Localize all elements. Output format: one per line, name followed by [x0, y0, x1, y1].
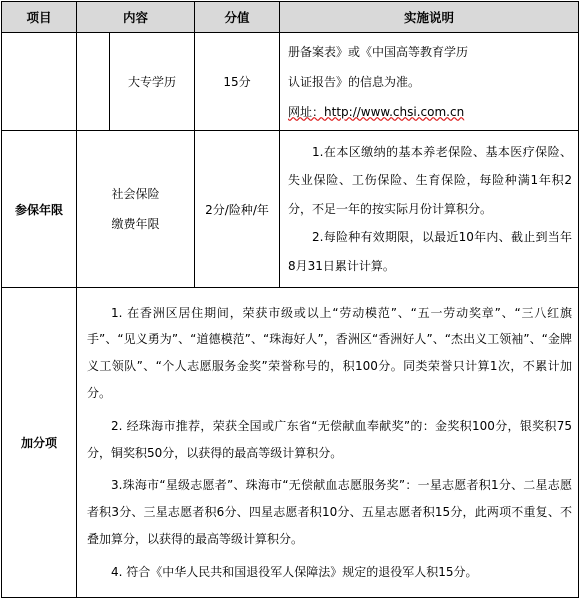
bonus-item: 加分项 [2, 288, 77, 598]
insurance-row [2, 131, 579, 288]
header-score: 分值 [195, 2, 280, 33]
bonus-paragraph-1: 1. 在香洲区居住期间，荣获市级或以上“劳动模范”、“五一劳动奖章”、“三八红旗手”、“见义勇为”、“道德模范”、“珠海好人”，香洲区“香洲好人”、“杰出义工领袖”、“金牌义工领队”、“个人志愿服务金奖”荣誉称号的，积100分。同类荣誉只计算1次，不累计加分。 [87, 305, 573, 400]
header-item: 项目 [2, 2, 77, 33]
points-table [1, 1, 579, 598]
insurance-content-line-2: 缴费年限 [111, 217, 160, 231]
degree-item-cell [2, 33, 77, 131]
insurance-item: 参保年限 [2, 131, 77, 288]
degree-content: 大专学历 [110, 33, 195, 131]
insurance-note-1: 1.在本区缴纳的基本养老保险、基本医疗保险、失业保险、工伤保险、生育保险，每险种满1年积2分，不足一年的按实际月份计算积分。 [288, 144, 573, 216]
bonus-content [77, 288, 579, 598]
insurance-content-line-1: 社会保险 [111, 187, 160, 201]
degree-note-line-2: 认证报告》的信息为准。 [288, 74, 421, 89]
degree-note-line-1: 册备案表》或《中国高等教育学历 [288, 44, 469, 59]
insurance-score: 2分/险种/年 [195, 131, 280, 288]
bonus-paragraph-4: 4. 符合《中华人民共和国退役军人保障法》规定的退役军人积15分。 [111, 564, 478, 579]
insurance-content [77, 131, 195, 288]
header-row [2, 2, 579, 33]
insurance-note-2: 2.每险种有效期限，以最近10年内、截止到当年8月31日累计计算。 [288, 230, 573, 273]
insurance-notes [280, 131, 579, 288]
degree-note-url: 网址：http://www.chsi.com.cn [288, 104, 465, 119]
degree-notes [280, 33, 579, 131]
bonus-paragraph-2: 2. 经珠海市推荐，荣获全国或广东省“无偿献血奉献奖”的：金奖积100分，银奖积75分，铜奖积50分，以获得的最高等级计算积分。 [87, 418, 573, 460]
header-notes: 实施说明 [280, 2, 579, 33]
degree-row [2, 33, 579, 131]
degree-score: 15分 [195, 33, 280, 131]
header-content: 内容 [77, 2, 195, 33]
degree-spacer-cell [77, 33, 110, 131]
bonus-paragraph-3: 3.珠海市“星级志愿者”、珠海市“无偿献血志愿服务奖”：一星志愿者积1分、二星志愿者积3分、三星志愿者积6分、四星志愿者积10分、五星志愿者积15分，此两项不重复、不叠加算分，以获得的最高等级计算积分。 [87, 478, 573, 546]
bonus-row [2, 288, 579, 598]
